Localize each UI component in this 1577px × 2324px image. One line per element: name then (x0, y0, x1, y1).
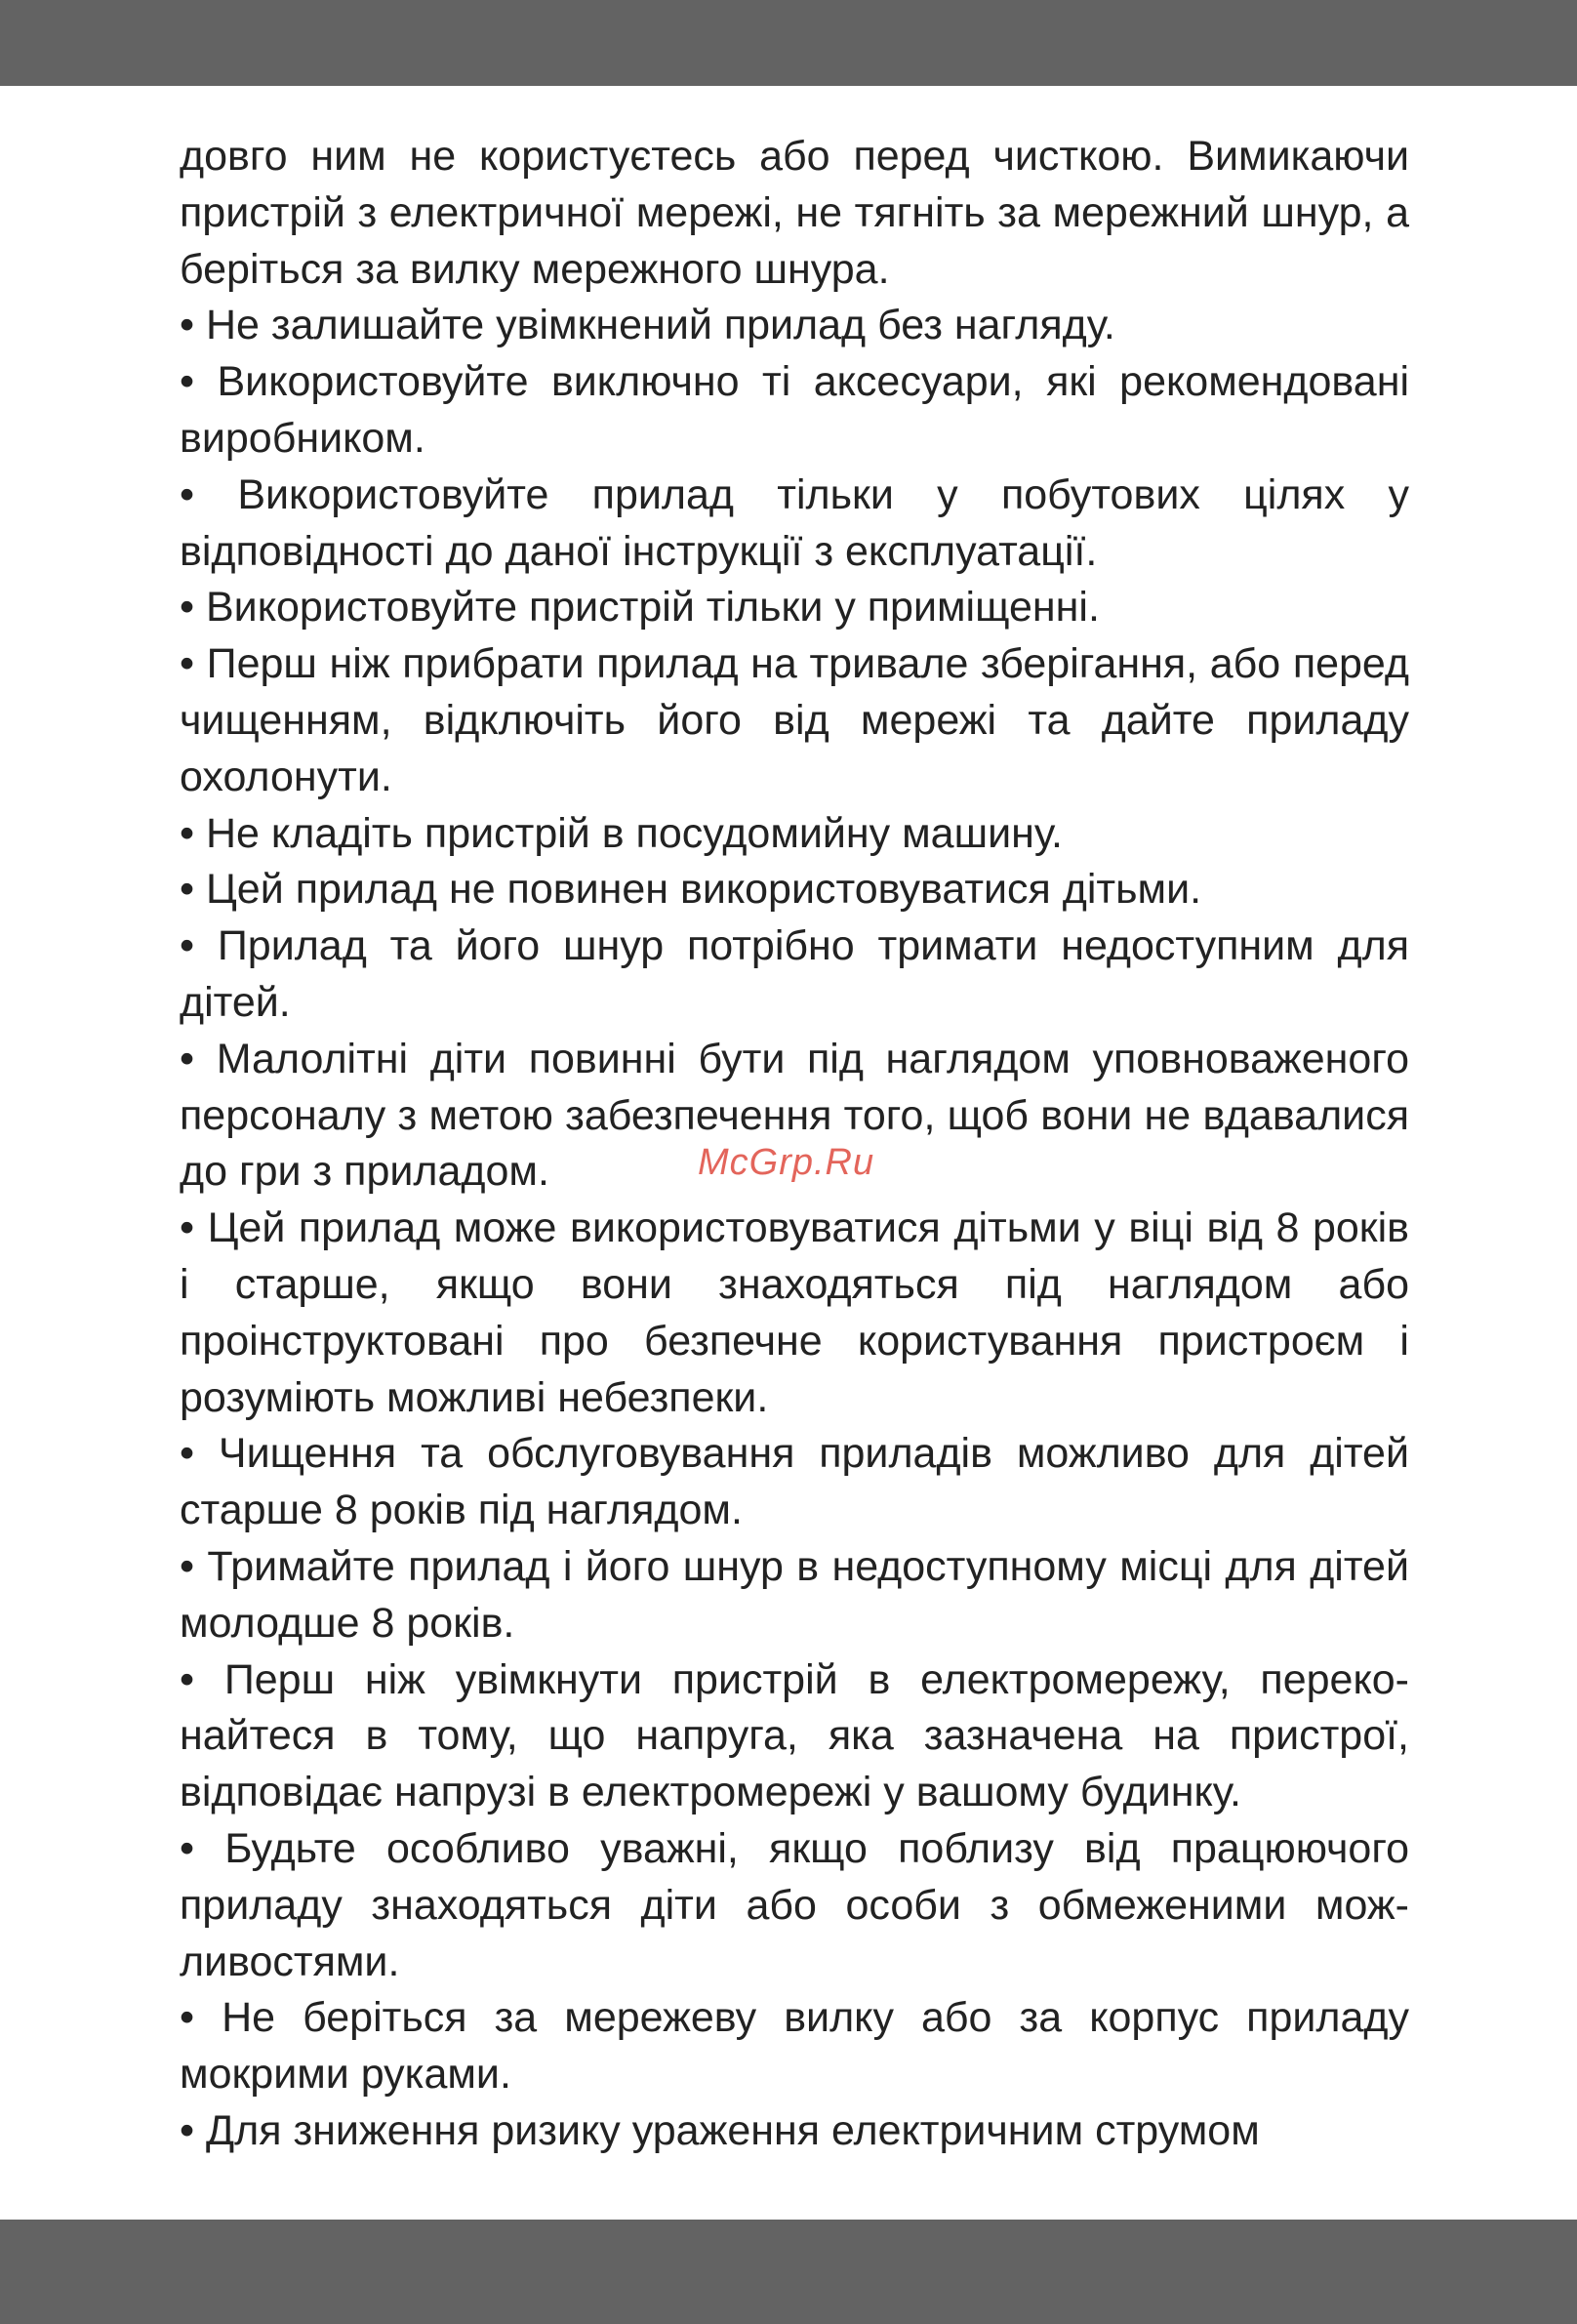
paragraph-13: • Тримайте прилад і його шнур в недоступному місці для дітей молодше 8 років. (180, 1542, 1409, 1647)
paragraph-1: довго ним не користуєтесь або перед чисткою. Вимикаючи пристрій з електричної мережі, не тягніть за мережний шнур, а беріться за вилку мережного шнура. (180, 133, 1409, 293)
paragraph-11: • Цей прилад може використовуватися дітьми у віці від 8 років і старше, якщо вони знаходяться під наглядом або проінструктовані про безпечне користування пристроєм і розуміють можливі небезпеки. (180, 1204, 1409, 1421)
paragraph-17: • Для зниження ризику ураження електричним струмом (180, 2106, 1260, 2154)
paragraph-8: • Цей прилад не повинен використовуватися дітьми. (180, 866, 1202, 914)
paragraph-2: • Не залишайте увімкнений прилад без нагляду. (180, 302, 1115, 349)
paragraph-16: • Не беріться за мережеву вилку або за корпус приладу мокрими руками. (180, 1994, 1409, 2099)
watermark-text: McGrp.Ru (698, 1142, 875, 1183)
paragraph-14: • Перш ніж увімкнути пристрій в електромережу, переконайтеся в тому, що напруга, яка зазначена на пристрої, відповідає напрузі в електромережі у вашому будинку. (180, 1655, 1409, 1816)
paragraph-10: • Малолітні діти повинні бути під наглядом уповноваженого персоналу з метою забезпечення того, щоб вони не вдавалися до гри з приладом. (180, 1035, 1409, 1196)
paragraph-9: • Прилад та його шнур потрібно тримати недоступним для дітей. (180, 922, 1409, 1026)
paragraph-7: • Не кладіть пристрій в посудомийну машину. (180, 809, 1063, 857)
paragraph-5: • Використовуйте пристрій тільки у приміщенні. (180, 584, 1100, 632)
paragraph-4: • Використовуйте прилад тільки у побутових цілях у відповідності до даної інструкції з експлуатації. (180, 470, 1409, 575)
top-bar (0, 0, 1577, 86)
bottom-bar (0, 2220, 1577, 2324)
paragraph-12: • Чищення та обслуговування приладів можливо для дітей старше 8 років під наглядом. (180, 1430, 1409, 1534)
paragraph-3: • Використовуйте виключно ті аксесуари, які рекомендовані виробником. (180, 358, 1409, 462)
paragraph-6: • Перш ніж прибрати прилад на тривале зберігання, або перед чищенням, відключіть його від мережі та дайте приладу охолонути. (180, 640, 1409, 800)
paragraph-15: • Будьте особливо уважні, якщо поблизу від працюючого приладу знаходяться діти або особи з обмеженими можливостями. (180, 1824, 1409, 1985)
